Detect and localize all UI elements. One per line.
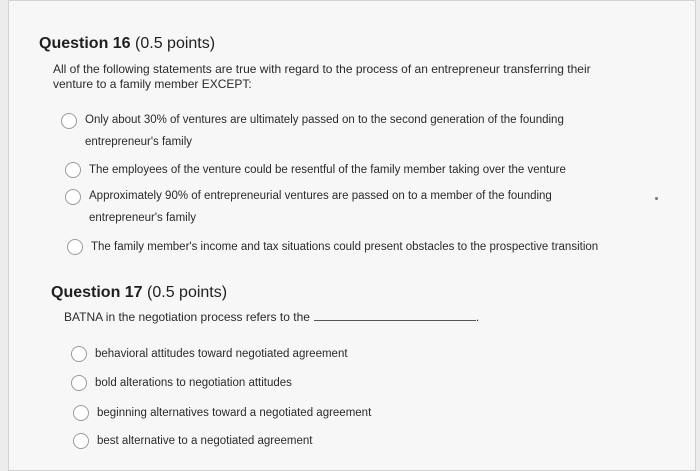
quiz-page [8,0,696,471]
q16-option-c[interactable] [65,185,552,229]
q17-option-d[interactable] [73,430,312,452]
option-label-line: Approximately 90% of entrepreneurial ventures are passed on to a member of the founding [89,190,552,202]
prompt-text: BATNA in the negotiation process refers to the [64,310,310,324]
q16-option-d[interactable] [67,236,598,258]
prompt-end: . [475,310,480,324]
option-label: The employees of the venture could be resentful of the family member taking over the venture [89,164,566,176]
option-label: behavioral attitudes toward negotiated agreement [95,348,348,360]
question-points: (0.5 points) [147,284,228,301]
option-label [89,185,552,229]
fill-in-blank [314,310,476,321]
option-label: bold alterations to negotiation attitudes [95,377,292,389]
option-label [85,109,564,153]
question-16-title [39,35,215,53]
radio-button[interactable] [73,433,89,449]
question-number: Question 17 [51,284,143,301]
question-17-title [51,284,227,302]
option-label-line: entrepreneur's family [89,212,197,224]
prompt-line: All of the following statements are true with regard to the process of an entrepreneur transferring their [53,62,591,76]
q17-option-c[interactable] [73,402,371,424]
question-17-prompt [64,310,479,325]
q17-option-b[interactable] [71,372,292,394]
radio-button[interactable] [71,375,87,391]
stray-mark [655,197,658,200]
option-label-line: entrepreneur's family [85,136,193,148]
radio-button[interactable] [71,346,87,362]
question-16-prompt [53,62,591,92]
radio-button[interactable] [73,405,89,421]
option-label: The family member's income and tax situations could present obstacles to the prospective transition [91,241,599,253]
question-number: Question 16 [39,35,131,52]
q16-option-b[interactable] [65,159,566,181]
radio-button[interactable] [61,113,77,129]
option-label: beginning alternatives toward a negotiated agreement [97,407,372,419]
q17-option-a[interactable] [71,343,348,365]
radio-button[interactable] [65,162,81,178]
radio-button[interactable] [65,189,81,205]
q16-option-a[interactable] [61,109,564,153]
prompt-line: venture to a family member EXCEPT: [53,77,252,91]
radio-button[interactable] [67,239,83,255]
option-label: best alternative to a negotiated agreement [97,435,313,447]
option-label-line: Only about 30% of ventures are ultimately passed on to the second generation of the founding [85,114,564,126]
question-points: (0.5 points) [135,35,216,52]
